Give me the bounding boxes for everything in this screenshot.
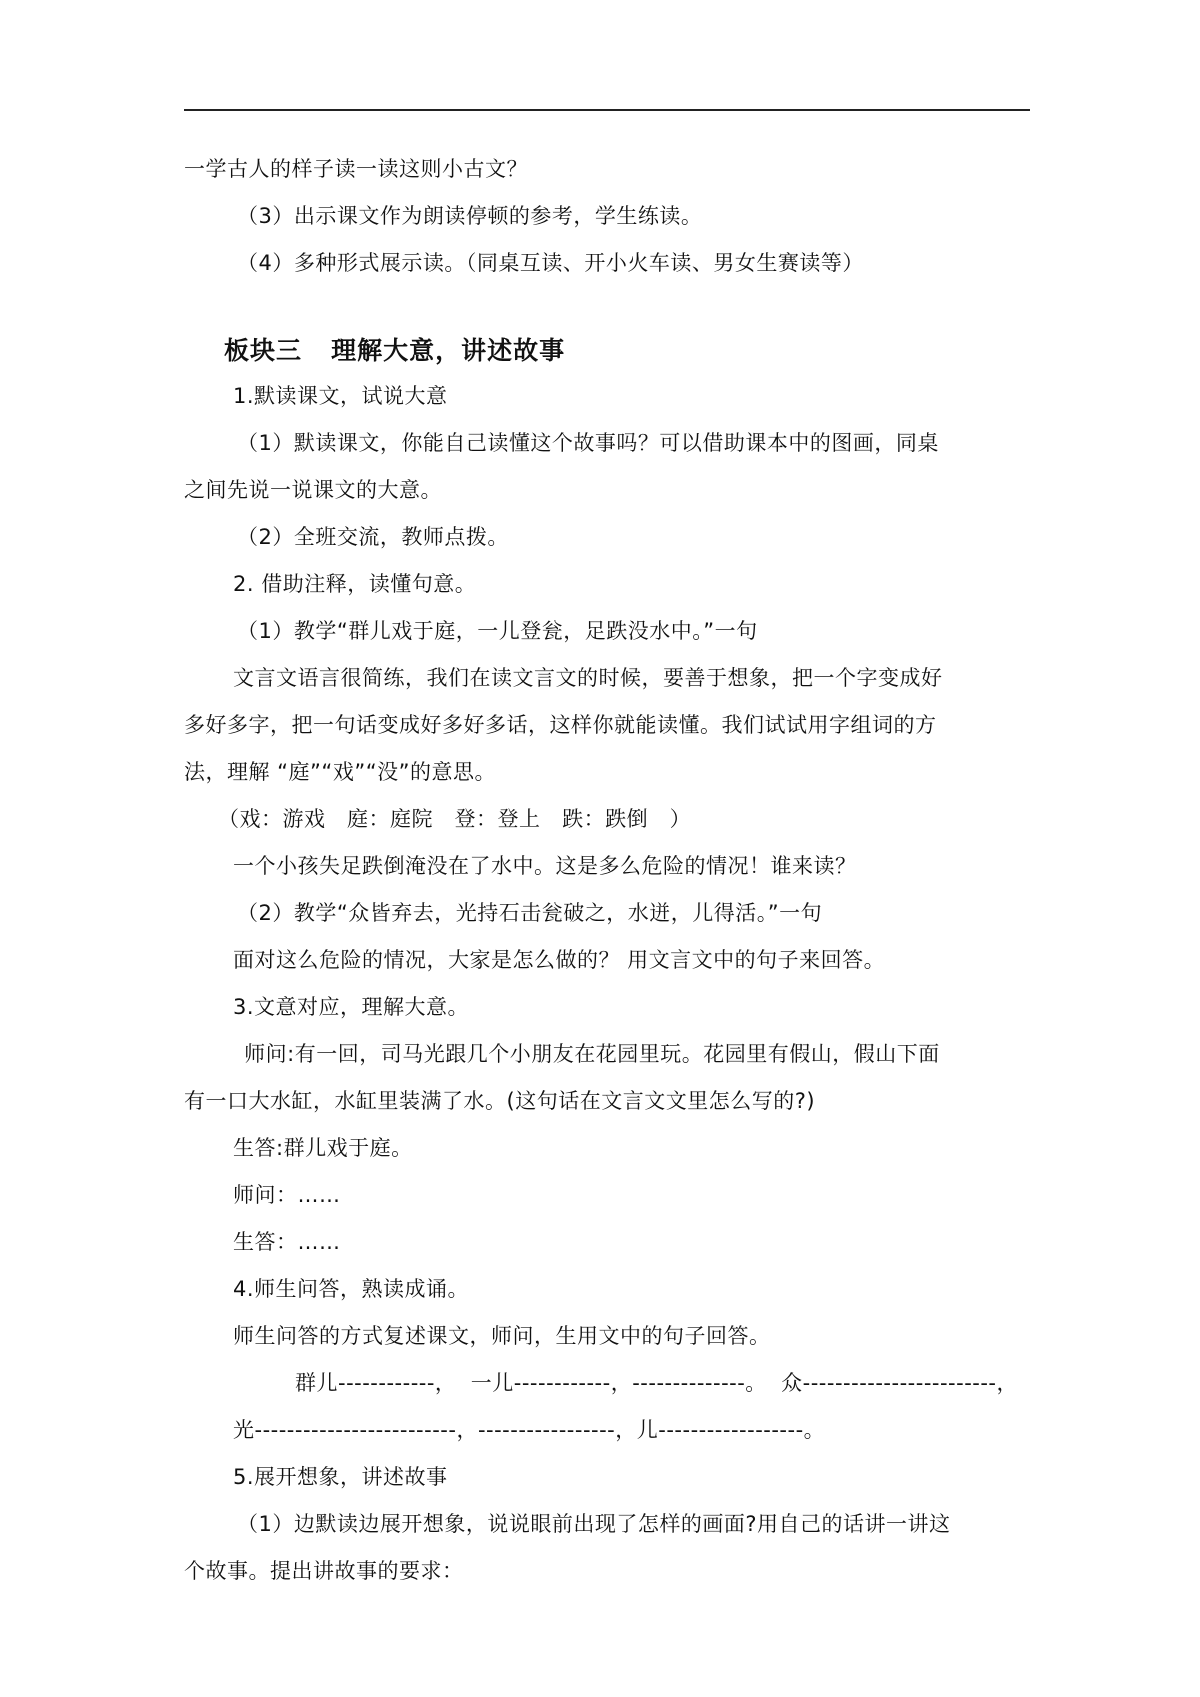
text-line: 1.默读课文，试说大意 bbox=[233, 384, 448, 408]
text-line: 法，理解 “庭”“戏”“没”的意思。 bbox=[184, 760, 496, 784]
text-line: 3.文意对应，理解大意。 bbox=[233, 995, 470, 1019]
text-line: 师生问答的方式复述课文，师问，生用文中的句子回答。 bbox=[233, 1324, 771, 1348]
fill-in-line: 光-------------------------，-----------------，儿------------------。 bbox=[233, 1418, 826, 1442]
fill-in-line: 群儿------------， 一儿------------，--------------。 众------------------------， bbox=[295, 1371, 1019, 1395]
text-line: 5.展开想象，讲述故事 bbox=[233, 1465, 448, 1489]
text-line: （1）默读课文，你能自己读懂这个故事吗？可以借助课本中的图画，同桌 bbox=[237, 431, 939, 455]
text-line: 生答：…… bbox=[233, 1230, 341, 1254]
text-line: 师问:有一回，司马光跟几个小朋友在花园里玩。花园里有假山，假山下面 bbox=[237, 1042, 940, 1066]
text-line: （2）教学“众皆弃去，光持石击瓮破之，水迸，儿得活。”一句 bbox=[237, 901, 823, 925]
text-line: 一个小孩失足跌倒淹没在了水中。这是多么危险的情况！谁来读？ bbox=[233, 854, 857, 878]
text-line: （戏：游戏 庭：庭院 登：登上 跌：跌倒 ） bbox=[218, 807, 692, 831]
text-line: 文言文语言很简练，我们在读文言文的时候，要善于想象，把一个字变成好 bbox=[233, 666, 943, 690]
text-line: 2. 借助注释，读懂句意。 bbox=[233, 572, 477, 596]
section-heading: 板块三 理解大意，讲述故事 bbox=[224, 336, 566, 365]
text-line: （3）出示课文作为朗读停顿的参考，学生练读。 bbox=[237, 204, 703, 228]
text-line: 之间先说一说课文的大意。 bbox=[184, 478, 442, 502]
text-line: 有一口大水缸，水缸里装满了水。(这句话在文言文文里怎么写的?) bbox=[184, 1089, 816, 1113]
text-line: 一学古人的样子读一读这则小古文？ bbox=[184, 157, 528, 181]
text-line: 面对这么危险的情况，大家是怎么做的？ 用文言文中的句子来回答。 bbox=[233, 948, 886, 972]
text-line: （2）全班交流，教师点拨。 bbox=[237, 525, 509, 549]
text-line: （4）多种形式展示读。（同桌互读、开小火车读、男女生赛读等） bbox=[237, 251, 864, 275]
text-line: （1）边默读边展开想象，说说眼前出现了怎样的画面?用自己的话讲一讲这 bbox=[237, 1512, 951, 1536]
text-line: （1）教学“群儿戏于庭，一儿登瓮，足跌没水中。”一句 bbox=[237, 619, 758, 643]
text-line: 师问：…… bbox=[233, 1183, 341, 1207]
text-line: 多好多字，把一句话变成好多好多话，这样你就能读懂。我们试试用字组词的方 bbox=[184, 713, 937, 737]
text-line: 生答:群儿戏于庭。 bbox=[233, 1136, 413, 1160]
text-line: 个故事。提出讲故事的要求： bbox=[184, 1559, 464, 1583]
header-rule bbox=[184, 109, 1030, 111]
text-line: 4.师生问答，熟读成诵。 bbox=[233, 1277, 470, 1301]
